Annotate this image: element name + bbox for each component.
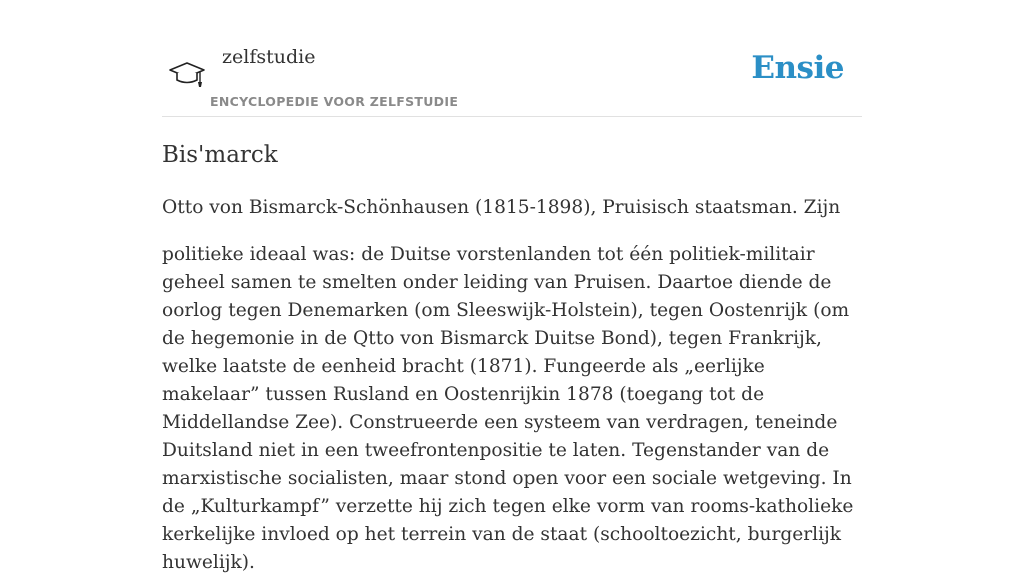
article — [162, 116, 862, 577]
graduation-cap-icon[interactable] — [166, 52, 208, 92]
site-name[interactable]: zelfstudie — [222, 46, 316, 68]
brand-logo-link[interactable]: Ensie — [751, 50, 844, 86]
article-intro: Otto von Bismarck-Schönhausen (1815-1898), Pruisisch staatsman. Zijn — [162, 197, 841, 218]
site-header — [162, 0, 862, 117]
article-title: Bis'marck — [162, 142, 278, 168]
article-body: politieke ideaal was: de Duitse vorstenlanden tot één politiek-militair geheel samen te smelten onder leiding van Pruisen. Daartoe diende de oorlog tegen Denemarken (om Sleeswijk-Holstein), tegen Oostenrijk (om de hegemonie in de Qtto von Bismarck Duitse Bond), tegen Frankrijk, welke laatste de eenheid bracht (1871). Fungeerde als „eerlijke makelaar” tussen Rusland en Oostenrijkin 1878 (toegang tot de Middellandse Zee). Construeerde een systeem van verdragen, teneinde Duitsland niet in een tweefrontenpositie te laten. Tegenstander van de marxistische socialisten, maar stond open voor een sociale wetgeving. In de „Kulturkampf” verzette hij zich tegen elke vorm van rooms-katholieke kerkelijke invloed op het terrein van de staat (schooltoezicht, burgerlijk huwelijk). — [162, 244, 854, 573]
site-tagline: ENCYCLOPEDIE VOOR ZELFSTUDIE — [210, 94, 459, 109]
